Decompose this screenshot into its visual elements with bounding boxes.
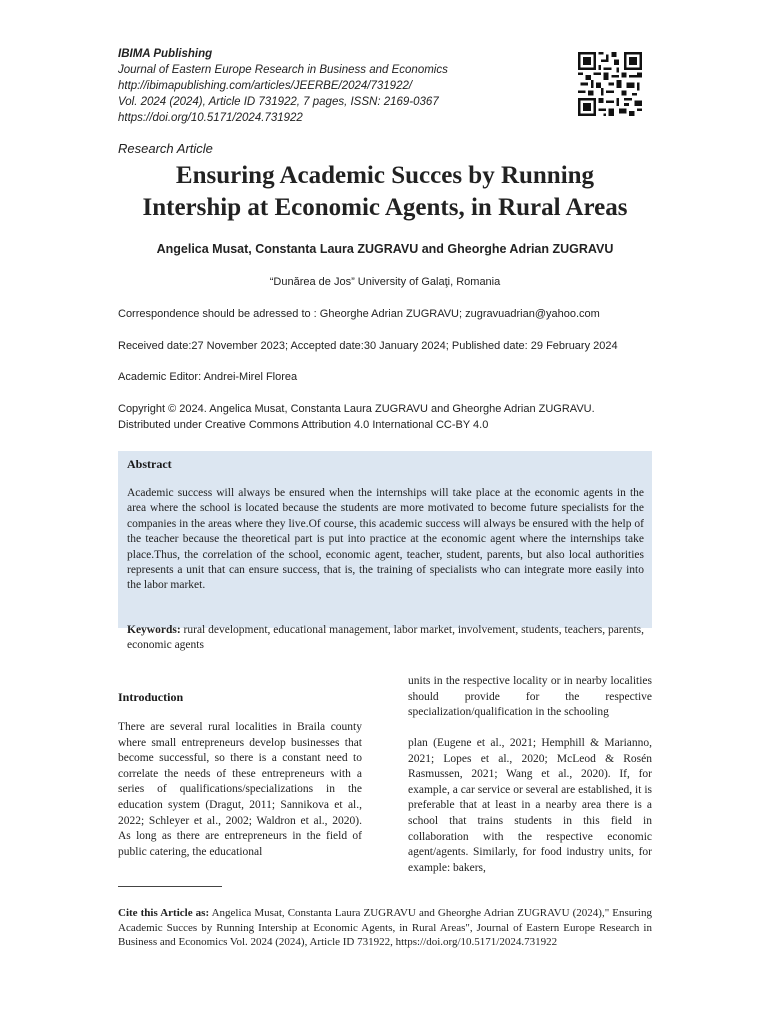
copyright-line-2: Distributed under Creative Commons Attribution 4.0 International CC-BY 4.0 — [118, 419, 489, 431]
correspondence: Correspondence should be adressed to : Gheorghe Adrian ZUGRAVU; zugravuadrian@yahoo.com — [118, 308, 600, 320]
keywords-text: rural development, educational management, labor market, involvement, students, teachers, parents, economic agents — [127, 624, 645, 652]
introduction-left-column: There are several rural localities in Braila county where small entrepreneurs develop businesses that become successful, so there is a constant need to correlate the needs of these entrepreneurs with a series of qualifications/specializations in the education system (Dragut, 2011; Sannikova et al., 2022; Schleyer et al., 2002; Waldron et al., 2020). As long as there are entrepreneurs in the field of public catering, the educational — [118, 721, 362, 858]
article-title — [110, 160, 660, 224]
citation — [118, 906, 652, 950]
volume-info: Vol. 2024 (2024), Article ID 731922, 7 pages, ISSN: 2169-0367 — [118, 96, 439, 108]
article-url[interactable]: http://ibimapublishing.com/articles/JEERBE/2024/731922/ — [118, 80, 413, 92]
citation-text: Angelica Musat, Constanta Laura ZUGRAVU and Gheorghe Adrian ZUGRAVU (2024)," Ensuring Academic Succes by Running Intership at Economic Agents, in Rural Areas", Journal of Eastern Europe Research in Business and Economics Vol. 2024 (2024), Article ID 731922, https://doi.org/10.5171/2024.731922 — [118, 907, 652, 949]
abstract-text: Academic success will always be ensured when the internships will take place at the economic agents in the area where the school is located because the students are more motivated to become future specialists for the companies in the areas where they live.Of course, this academic success will always be ensured with the help of the teacher because the theoretical part is put into practice at the economic agent where the internships take place.Thus, the correlation of the school, economic agent, teacher, student, parents, but also local authorities represents a unit that can ensure success, that is, the training of specialists who can integrate more easily into the labor market. — [127, 487, 644, 592]
title-line-1: Ensuring Academic Succes by Running — [175, 162, 595, 189]
publisher-name: IBIMA Publishing — [118, 48, 213, 60]
authors: Angelica Musat, Constanta Laura ZUGRAVU and Gheorghe Adrian ZUGRAVU — [156, 242, 614, 256]
affiliation: “Dunărea de Jos” University of Galaţi, Romania — [269, 276, 501, 288]
article-type: Research Article — [118, 141, 213, 156]
abstract-heading: Abstract — [127, 457, 172, 471]
doi-link[interactable]: https://doi.org/10.5171/2024.731922 — [118, 112, 303, 124]
journal-header — [118, 46, 448, 126]
introduction-heading: Introduction — [118, 690, 184, 704]
keywords — [127, 623, 647, 654]
copyright-line-1: Copyright © 2024. Angelica Musat, Constanta Laura ZUGRAVU and Gheorghe Adrian ZUGRAVU. — [118, 403, 595, 415]
title-line-2: Intership at Economic Agents, in Rural Areas — [142, 194, 628, 221]
academic-editor: Academic Editor: Andrei-Mirel Florea — [118, 371, 298, 383]
journal-name: Journal of Eastern Europe Research in Business and Economics — [118, 64, 448, 76]
introduction-right-column-bottom: plan (Eugene et al., 2021; Hemphill & Marianno, 2021; Lopes et al., 2020; McLeod & Rosén Rasmussen, 2021; Wang et al., 2020). If, for example, a car service or several are established, it is preferable that at least in a nearby area there is a school that trains students in this field in collaboration with the respective economic agent/agents. Similarly, for food industry units, for example: bakers, — [408, 737, 652, 874]
copyright-notice — [118, 401, 658, 433]
citation-label: Cite this Article as: — [118, 907, 210, 919]
footnote-divider — [118, 886, 222, 887]
qr-code-icon — [578, 52, 642, 116]
keywords-label: Keywords: — [127, 624, 181, 636]
publication-dates: Received date:27 November 2023; Accepted date:30 January 2024; Published date: 29 February 2024 — [118, 340, 618, 352]
introduction-right-column-top: units in the respective locality or in nearby localities should provide for the respective specialization/qualification in the schooling — [408, 675, 652, 719]
